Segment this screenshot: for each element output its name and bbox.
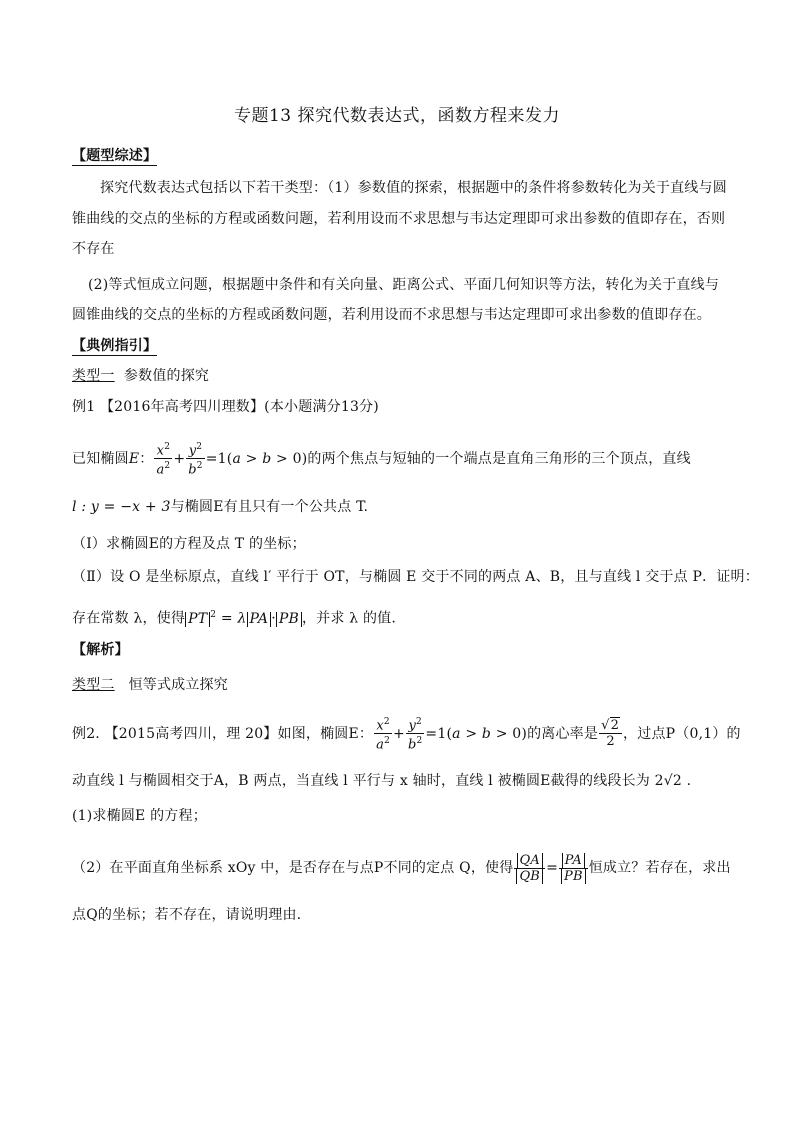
paragraph-line: 锥曲线的交点的坐标的方程或函数问题，若利用设而不求思想与韦达定理即可求出参数的值即存在，否则: [72, 211, 726, 227]
question-2: （2）在平面直角坐标系 xOy 中，是否存在与点P不同的定点 Q，使得 $\frac{QA}{QB}$ = $\frac{PA}{PB}$ 恒成立？若存在，求出: [72, 852, 731, 884]
question-2-continued: 存在常数 λ，使得 PT $^2$ = λ PA · PB ，并求 λ 的值.: [72, 610, 396, 627]
paragraph-line: 探究代数表达式包括以下若干类型：（1）参数值的探索，根据题中的条件将参数转化为关于直线与圆: [100, 180, 727, 196]
example-statement-line: 已知椭圆E： $\frac{x^2}{a^2}$ + $\frac{y^2}{b^2}$ =1(a > b > 0)的两个焦点与短轴的一个端点是直角三角形的三个顶点，直线: [72, 442, 691, 478]
section-heading-solution: 【解析】: [72, 642, 129, 658]
paragraph-line: 圆锥曲线的交点的坐标的方程或函数问题，若利用设而不求思想与韦达定理即可求出参数的值即存在。: [72, 307, 711, 323]
question-1: （Ⅰ）求椭圆E的方程及点 T 的坐标；: [72, 536, 306, 552]
type-heading: [72, 675, 228, 695]
eccentricity-fraction: $\frac{√2}{2}$: [599, 718, 622, 749]
type-title: 恒等式成立探究: [128, 677, 228, 693]
section-heading-examples: 【典例指引】: [72, 338, 158, 354]
ellipse-fraction-y: $\frac{y^2}{b^2}$: [407, 717, 423, 753]
question-2-continued: 点Q的坐标；若不存在，请说明理由.: [72, 907, 302, 923]
paragraph-line: 不存在: [72, 241, 115, 257]
example-statement-line: 动直线 l 与椭圆相交于A，B 两点，当直线 l 平行与 x 轴时，直线 l 被椭圆E截得的线段长为 2√2 .: [72, 773, 692, 789]
ellipse-fraction-x: $\frac{x^2}{a^2}$: [156, 442, 171, 478]
example-header: 例1 【2016年高考四川理数】(本小题满分13分): [72, 399, 379, 415]
ratio-fraction-q: $\frac{QA}{QB}$: [514, 853, 545, 884]
type-label: 类型二: [72, 677, 115, 693]
type-title: 参数值的探究: [123, 368, 210, 384]
paragraph-line: (2)等式恒成立问题，根据题中条件和有关向量、距离公式、平面几何知识等方法，转化为关于直线与: [88, 277, 720, 293]
type-heading: [72, 366, 209, 386]
example-statement-line: 例2. 【2015高考四川，理 20】如图，椭圆E： $\frac{x^2}{a^2}$ + $\frac{y^2}{b^2}$ =1(a > b > 0)的离心率是 $\frac{√2}{2}$ ，过点P（0,1）的: [72, 717, 741, 753]
example-statement-line: l : y = −x + 3与椭圆E有且只有一个公共点 T.: [72, 499, 369, 515]
ellipse-fraction-y: $\frac{y^2}{b^2}$: [188, 442, 203, 478]
page-title: 专题13 探究代数表达式，函数方程来发力: [233, 106, 561, 126]
question-2: （Ⅱ）设 O 是坐标原点，直线 l′ 平行于 OT，与椭圆 E 交于不同的两点 A、B，且与直线 l 交于点 P．证明：: [72, 569, 759, 585]
question-1: (1)求椭圆E 的方程；: [72, 808, 207, 824]
ellipse-fraction-x: $\frac{x^2}{a^2}$: [376, 717, 391, 753]
section-heading-overview: 【题型综述】: [72, 148, 158, 164]
type-label: 类型一: [72, 368, 115, 384]
ratio-fraction-p: $\frac{PA}{PB}$: [559, 853, 588, 884]
